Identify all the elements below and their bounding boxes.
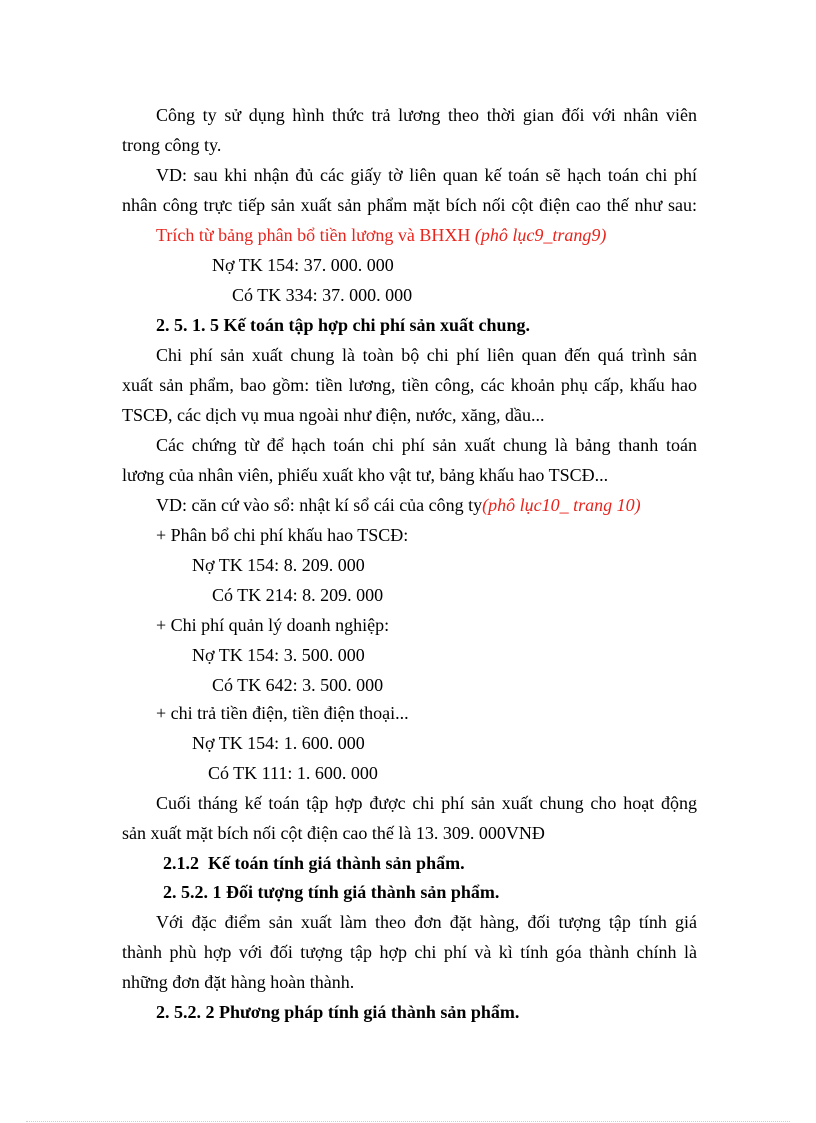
list-item: + Phân bổ chi phí khấu hao TSCĐ:: [156, 525, 409, 545]
journal-debit-entry: Nợ TK 154: 1. 600. 000: [192, 733, 365, 753]
list-item: + chi trả tiền điện, tiền điện thoại...: [156, 703, 409, 723]
paragraph-line: Cuối tháng kế toán tập hợp được chi phí sản xuất chung cho hoạt động: [156, 793, 697, 813]
journal-credit-entry: Có TK 642: 3. 500. 000: [212, 675, 384, 695]
section-heading: 2. 5.2. 2 Phương pháp tính giá thành sản phẩm.: [156, 1002, 520, 1022]
appendix-reference: (phô lục9_trang9): [474, 225, 607, 245]
paragraph-line: những đơn đặt hàng hoàn thành.: [122, 972, 355, 992]
extract-title: Trích từ bảng phân bổ tiền lương và BHXH: [156, 225, 475, 245]
paragraph-line: sản xuất mặt bích nối cột điện cao thế là 13. 309. 000VNĐ: [122, 823, 545, 843]
paragraph-line: lương của nhân viên, phiếu xuất kho vật tư, bảng khấu hao TSCĐ...: [122, 465, 609, 485]
appendix-reference: (phô lục10_ trang 10): [482, 495, 641, 515]
paragraph-line: xuất sản phẩm, bao gồm: tiền lương, tiền công, các khoản phụ cấp, khấu hao: [122, 375, 697, 395]
example-reference-line: [156, 494, 641, 516]
journal-credit-entry: Có TK 214: 8. 209. 000: [212, 585, 384, 605]
paragraph-line: trong công ty.: [122, 135, 222, 155]
list-item: + Chi phí quản lý doanh nghiệp:: [156, 615, 390, 635]
paragraph-line: TSCĐ, các dịch vụ mua ngoài như điện, nước, xăng, dầu...: [122, 405, 545, 425]
paragraph-line: Các chứng từ để hạch toán chi phí sản xuất chung là bảng thanh toán: [156, 435, 697, 455]
paragraph-line: VD: sau khi nhận đủ các giấy tờ liên quan kế toán sẽ hạch toán chi phí: [156, 165, 697, 185]
paragraph-line: nhân công trực tiếp sản xuất sản phẩm mặt bích nối cột điện cao thế như sau:: [122, 195, 697, 215]
section-heading: 2. 5.2. 1 Đối tượng tính giá thành sản phẩm.: [163, 882, 500, 902]
paragraph-line: Với đặc điểm sản xuất làm theo đơn đặt hàng, đối tượng tập tính giá: [156, 912, 697, 932]
journal-credit-entry: Có TK 111: 1. 600. 000: [208, 763, 378, 783]
journal-credit-entry: Có TK 334: 37. 000. 000: [232, 285, 413, 305]
paragraph-line: thành phù hợp với đối tượng tập hợp chi phí và kì tính góa thành chính là: [122, 942, 697, 962]
example-text: VD: căn cứ vào sổ: nhật kí sổ cái của công ty: [156, 495, 483, 515]
page-bottom-divider: [26, 1121, 790, 1122]
journal-debit-entry: Nợ TK 154: 8. 209. 000: [192, 555, 365, 575]
section-heading: [163, 852, 465, 874]
journal-debit-entry: Nợ TK 154: 37. 000. 000: [212, 255, 394, 275]
section-number: 2.1.2: [163, 853, 199, 873]
paragraph-line: Chi phí sản xuất chung là toàn bộ chi phí liên quan đến quá trình sản: [156, 345, 697, 365]
paragraph-line: Công ty sử dụng hình thức trả lương theo thời gian đối với nhân viên: [156, 105, 697, 125]
section-heading: 2. 5. 1. 5 Kế toán tập hợp chi phí sản xuất chung.: [156, 315, 531, 335]
section-title: Kế toán tính giá thành sản phẩm.: [208, 853, 465, 873]
extract-reference-line: [156, 224, 606, 246]
journal-debit-entry: Nợ TK 154: 3. 500. 000: [192, 645, 365, 665]
